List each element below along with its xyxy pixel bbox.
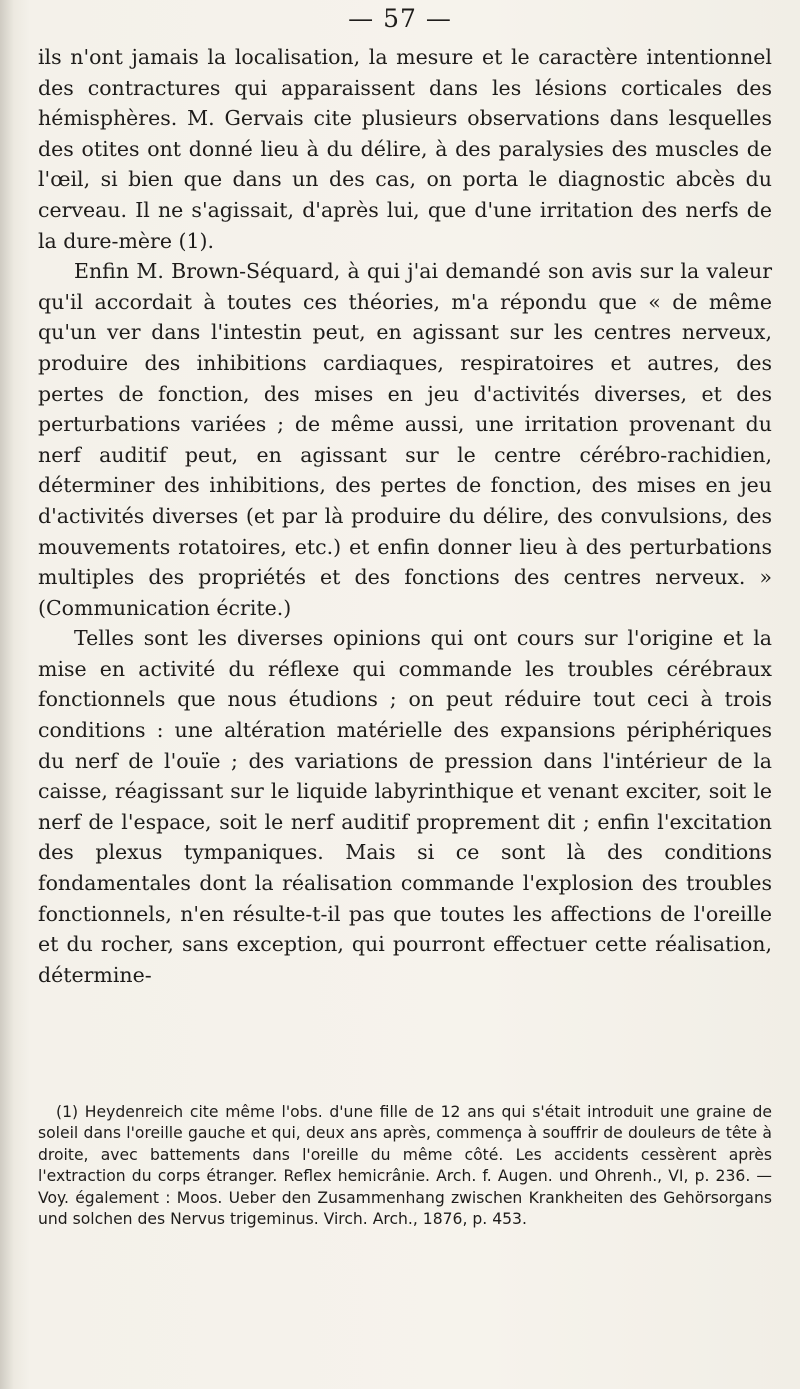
paragraph-3: Telles sont les diverses opinions qui ont cours sur l'origine et la mise en activité du réflexe qui commande les troubles cérébraux fonctionnels que nous étudions ; on peut réduire tout ceci à trois conditions : une altération matérielle des expansions périphériques du nerf de l'ouïe ; des variations de pression dans l'intérieur de la caisse, réagissant sur le liquide labyrinthique et venant exciter, soit le nerf de l'espace, soit le nerf auditif proprement dit ; enfin l'excitation des plexus tympaniques. Mais si ce sont là des conditions fondamentales dont la réalisation commande l'explosion des troubles fonctionnels, n'en résulte-t-il pas que toutes les affections de l'oreille et du rocher, sans exception, qui pourront effectuer cette réalisation, détermine- — [38, 626, 772, 987]
binding-shadow — [0, 0, 14, 1389]
paragraph-1: ils n'ont jamais la localisation, la mesure et le caractère intentionnel des contractures qui apparaissent dans les lésions corticales des hémisphères. M. Gervais cite plusieurs observations dans lesquelles des otites ont donné lieu à du délire, à des paralysies des muscles de l'œil, si bien que dans un des cas, on porta le diagnostic abcès du cerveau. Il ne s'agissait, d'après lui, que d'une irritation des nerfs de la dure-mère (1). — [38, 45, 772, 253]
page-number: — 57 — — [348, 4, 452, 33]
paragraph-2: Enfin M. Brown-Séquard, à qui j'ai demandé son avis sur la valeur qu'il accordait à toutes ces théories, m'a répondu que « de même qu'un ver dans l'intestin peut, en agissant sur les centres nerveux, produire des inhibitions cardiaques, respiratoires et autres, des pertes de fonction, des mises en jeu d'activités diverses, et des perturbations variées ; de même aussi, une irritation provenant du nerf auditif peut, en agissant sur le centre cérébro-rachidien, déterminer des inhibitions, des pertes de fonction, des mises en jeu d'activités diverses (et par là produire du délire, des convulsions, des mouvements rotatoires, etc.) et enfin donner lieu à des perturbations multiples des propriétés et des fonctions des centres nerveux. » (Communication écrite.) — [38, 259, 772, 620]
footnote: (1) Heydenreich cite même l'obs. d'une fille de 12 ans qui s'était introduit une graine de soleil dans l'oreille gauche et qui, deux ans après, commença à souffrir de douleurs de tête à droite, avec battements dans l'oreille du même côté. Les accidents cessèrent après l'extraction du corps étranger. Reflex hemicrânie. Arch. f. Augen. und Ohrenh., VI, p. 236. — Voy. également : Moos. Ueber den Zusammenhang zwischen Krankheiten des Gehörsorgans und solchen des Nervus trigeminus. Virch. Arch., 1876, p. 453. — [38, 1103, 772, 1229]
body-text — [38, 42, 772, 990]
